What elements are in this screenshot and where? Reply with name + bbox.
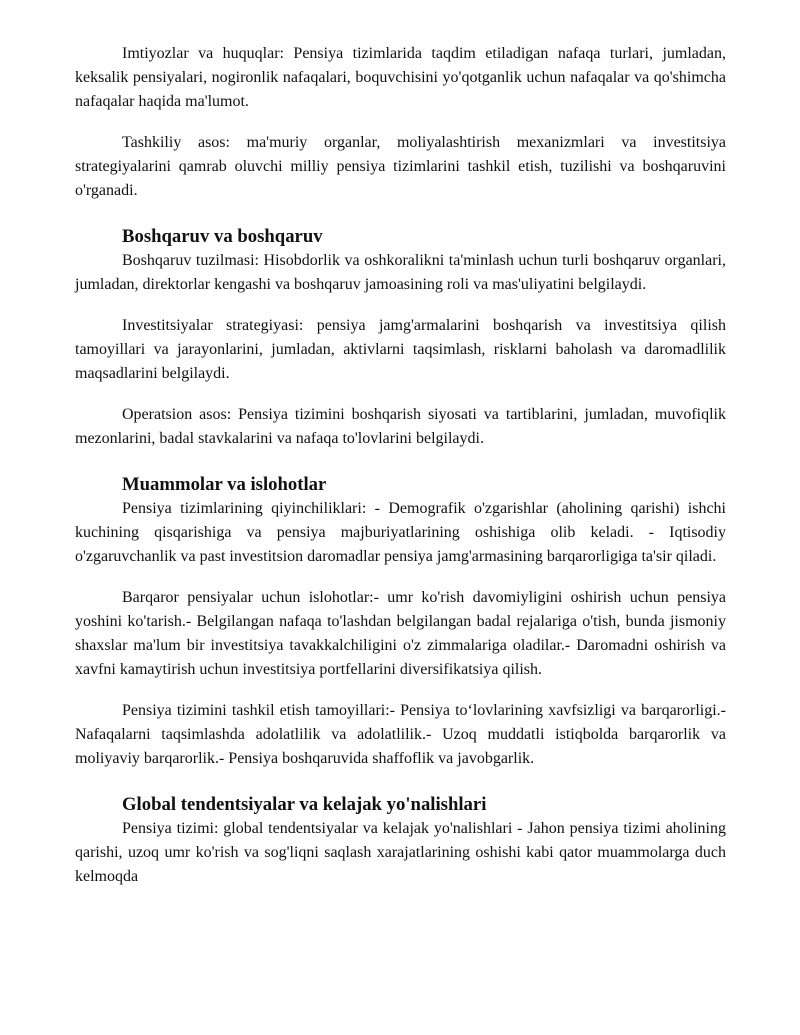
paragraph-principles: Pensiya tizimini tashkil etish tamoyillari:- Pensiya to‘lovlarining xavfsizligi va barqarorligi.- Nafaqalarni taqsimlashda adolatlilik va adolatlilik.- Uzoq muddatli istiqbolda barqarorlik va moliyaviy barqarorlik.- Pensiya boshqaruvida shaffoflik va javobgarlik. [75,702,726,767]
paragraph-organizational-basis: Tashkiliy asos: ma'muriy organlar, moliyalashtirish mexanizmlari va investitsiya strategiyalarini qamrab oluvchi milliy pensiya tizimlarini tashkil etish, tuzilishi va boshqaruvini o'rganadi. [75,134,726,199]
document-page [75,42,726,906]
paragraph-pension-challenges: Pensiya tizimlarining qiyinchiliklari: - Demografik o'zgarishlar (aholining qarishi) ishchi kuchining qisqarishiga va pensiya majburiyatlarining oshishiga olib keladi. - Iqtisodiy o'zgaruvchanlik va past investitsion daromadlar pensiya jamg'armasining barqarorligiga ta'sir qiladi. [75,500,726,565]
paragraph-investment-strategy: Investitsiyalar strategiyasi: pensiya jamg'armalarini boshqarish va investitsiya qilish tamoyillari va jarayonlarini, jumladan, aktivlarni taqsimlash, risklarni baholash va daromadlilik maqsadlarini belgilaydi. [75,317,726,382]
heading-problems-reforms: Muammolar va islohotlar [122,474,327,495]
paragraph-global-trends: Pensiya tizimi: global tendentsiyalar va kelajak yo'nalishlari - Jahon pensiya tizimi aholining qarishi, uzoq umr ko'rish va sog'liqni saqlash xarajatlarining oshishi kabi qator muammolarga duch kelmoqda [75,820,726,885]
heading-global-trends: Global tendentsiyalar va kelajak yo'nalishlari [122,794,487,815]
paragraph-operational-basis: Operatsion asos: Pensiya tizimini boshqarish siyosati va tartiblarini, jumladan, muvofiqlik mezonlarini, badal stavkalarini va nafaqa to'lovlarini belgilaydi. [75,406,726,447]
paragraph-governance-structure: Boshqaruv tuzilmasi: Hisobdorlik va oshkoralikni ta'minlash uchun turli boshqaruv organlari, jumladan, direktorlar kengashi va boshqaruv jamoasining roli va mas'uliyatini belgilaydi. [75,252,726,293]
paragraph-benefits: Imtiyozlar va huquqlar: Pensiya tizimlarida taqdim etiladigan nafaqa turlari, jumladan, keksalik pensiyalari, nogironlik nafaqalari, boquvchisini yo'qotganlik uchun nafaqalar va qo'shimcha nafaqalar haqida ma'lumot. [75,45,726,110]
paragraph-reforms: Barqaror pensiyalar uchun islohotlar:- umr ko'rish davomiyligini oshirish uchun pensiya yoshini ko'tarish.- Belgilangan nafaqa to'lashdan belgilangan badal rejalariga o'tish, bunda jismoniy shaxslar ma'lum bir investitsiya tavakkalchiligini o'z zimmalariga oladilar.- Daromadni oshirish va xavfni kamaytirish uchun investitsiya portfellarini diversifikatsiya qilish. [75,589,726,678]
heading-governance: Boshqaruv va boshqaruv [122,226,323,247]
